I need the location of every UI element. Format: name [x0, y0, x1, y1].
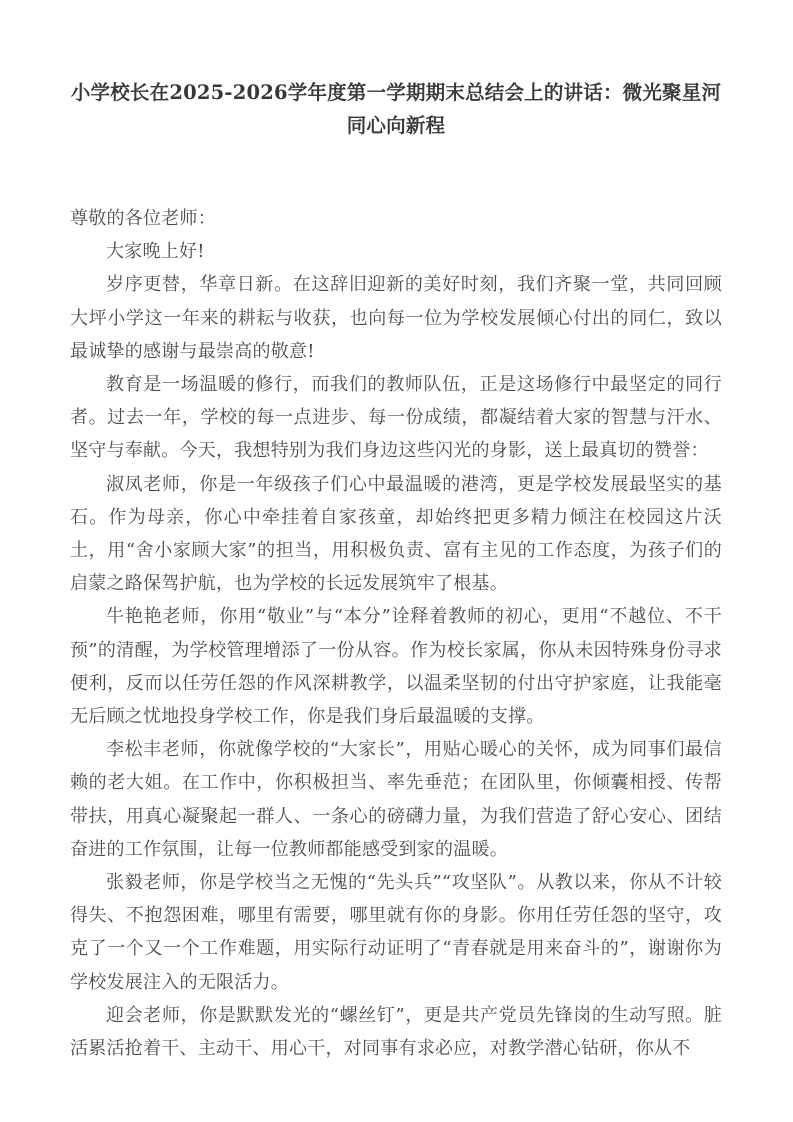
- paragraph-teacher-niuyanyan: 牛艳艳老师，你用“敬业”与“本分”诠释着教师的初心，更用“不越位、不干预”的清醒，为学校管理增添了一份从容。作为校长家属，你从未因特殊身份寻求便利，反而以任劳任怨的作风深耕教学，以温柔坚韧的付出守护家庭，让我能毫无后顾之忧地投身学校工作，你是我们身后最温暖的支撑。: [70, 606, 722, 728]
- salutation: 尊敬的各位老师：: [70, 208, 216, 229]
- paragraph-greeting: 大家晚上好!: [106, 241, 205, 263]
- paragraph-education-journey: 教育是一场温暖的修行，而我们的教师队伍，正是这场修行中最坚定的同行者。过去一年，学校的每一点进步、每一份成绩，都凝结着大家的智慧与汗水、坚守与奉献。今天，我想特别为我们身边这些闪光的身影，送上最真切的赞誉：: [70, 374, 722, 462]
- paragraph-teacher-lisongfeng: 李松丰老师，你就像学校的“大家长”，用贴心暖心的关怀，成为同事们最信赖的老大姐。在工作中，你积极担当、率先垂范；在团队里，你倾囊相授、传帮带扶，用真心凝聚起一群人、一条心的磅礴力量，为我们营造了舒心安心、团结奋进的工作氛围，让每一位教师都能感受到家的温暖。: [70, 739, 722, 860]
- title-body-spacer: [70, 142, 722, 202]
- document-body: [70, 0, 722, 1065]
- paragraph-teacher-yinghui: 迎会老师，你是默默发光的“螺丝钉”，更是共产党员先锋岗的生动写照。脏活累活抢着干、主动干、用心干，对同事有求必应，对教学潜心钻研，你从不: [70, 1004, 722, 1060]
- paragraph-teacher-zhangyi: 张毅老师，你是学校当之无愧的“先头兵”“攻坚队”。从教以来，你从不计较得失、不抱怨困难，哪里有需要，哪里就有你的身影。你用任劳任怨的坚守，攻克了一个又一个工作难题，用实际行动证明了“青春就是用来奋斗的”，谢谢你为学校发展注入的无限活力。: [70, 872, 722, 993]
- paragraph-opening: 岁序更替，华章日新。在这辞旧迎新的美好时刻，我们齐聚一堂，共同回顾大坪小学这一年来的耕耘与收获，也向每一位为学校发展倾心付出的同仁，致以最诚挚的感谢与最崇高的敬意!: [70, 274, 722, 362]
- page-title: 小学校长在2025-2026学年度第一学期期末总结会上的讲话：微光聚星河同心向新程: [70, 81, 722, 137]
- paragraph-teacher-shufeng: 淑凤老师，你是一年级孩子们心中最温暖的港湾，更是学校发展最坚实的基石。作为母亲，你心中牵挂着自家孩童，却始终把更多精力倾注在校园这片沃土，用“舍小家顾大家”的担当，用积极负责、富有主见的工作态度，为孩子们的启蒙之路保驾护航，也为学校的长远发展筑牢了根基。: [70, 473, 722, 595]
